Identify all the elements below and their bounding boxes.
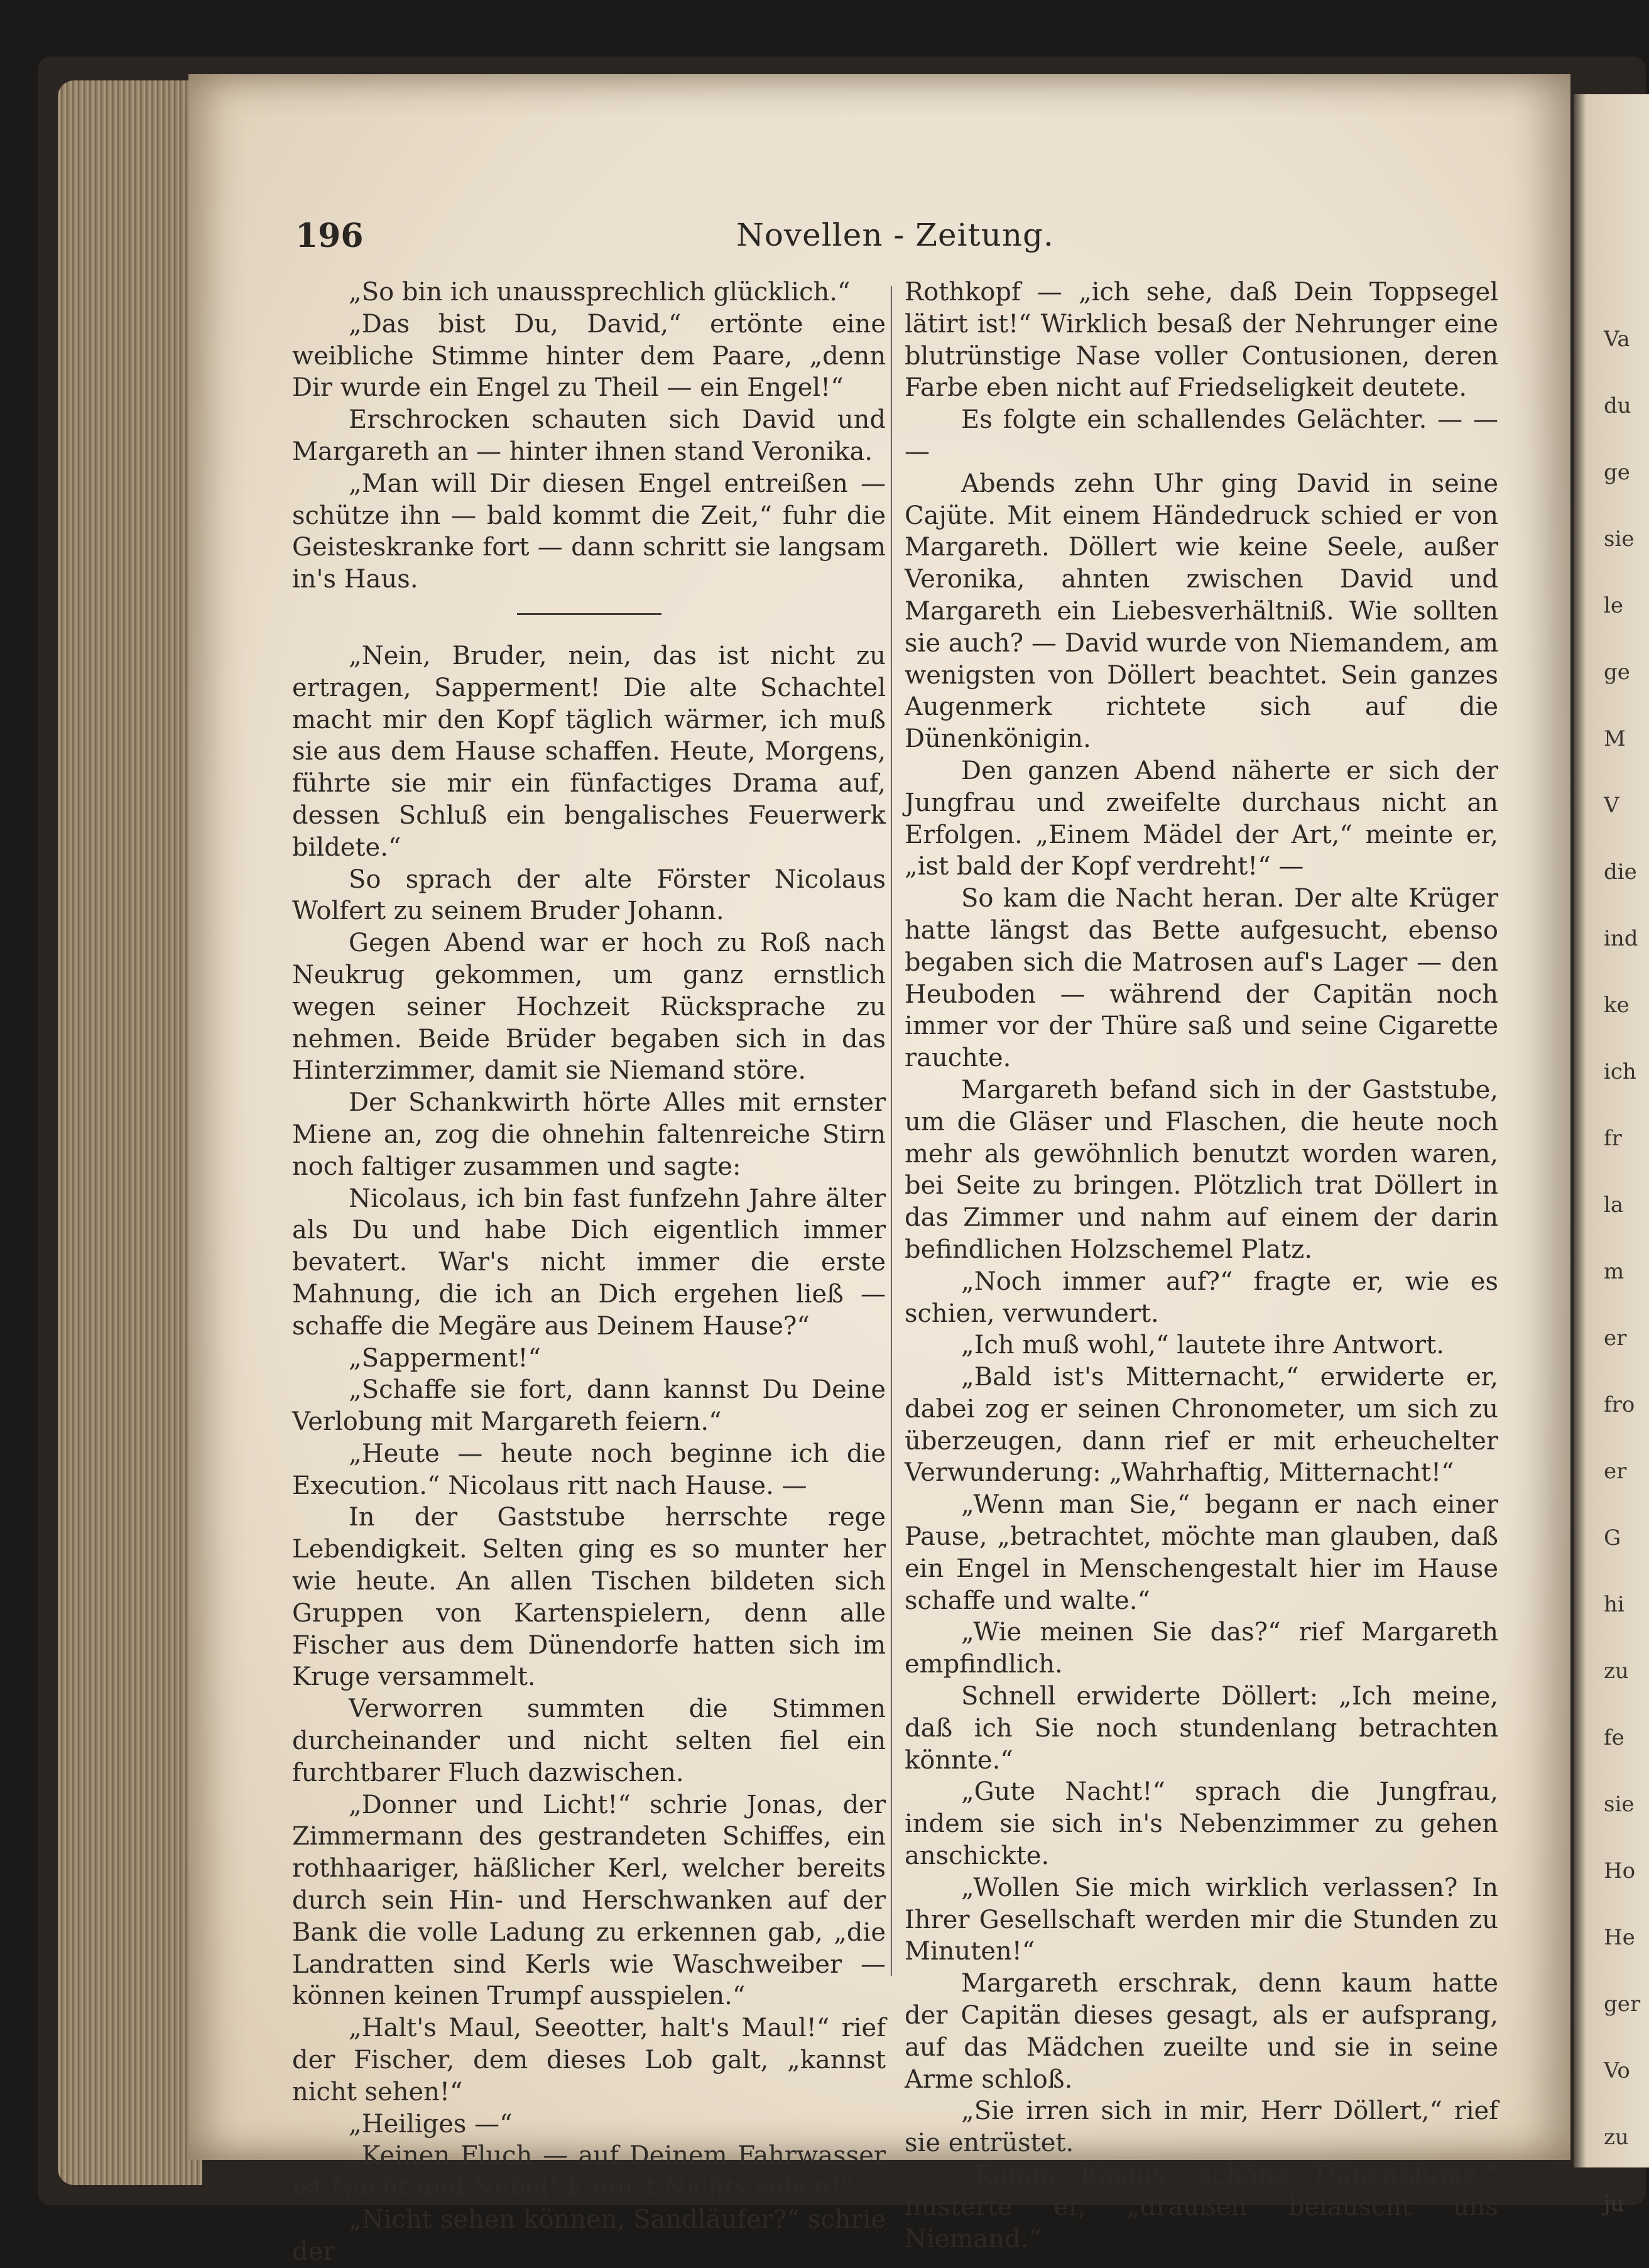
- paragraph: „Nein, Bruder, nein, das ist nicht zu ertragen, Sapperment! Die alte Schachtel macht mir den Kopf täglich wärmer, ich muß sie aus dem Hause schaffen. Heute, Morgens, führte sie mir ein fünfactiges Drama auf, dessen Schluß ein bengalisches Feuerwerk bildete.“: [292, 641, 886, 862]
- paragraph: „Keinen Fluch — auf Deinem Fahrwasser ist Nacht und Nebel! Kannst Nichts sehen!“: [292, 2141, 886, 2203]
- running-title: Novellen - Zeitung.: [736, 217, 1054, 253]
- paragraph: Margareth befand sich in der Gaststube, um die Gläser und Flaschen, die heute noch mehr als gewöhnlich benutzt worden waren, bei Seite zu bringen. Plötzlich trat Döllert in das Zimmer und nahm auf einem der darin befindlichen Holzschemel Platz.: [905, 1075, 1498, 1264]
- page-edges: [58, 80, 202, 2185]
- paragraph: Schnell erwiderte Döllert: „Ich meine, daß ich Sie noch stundenlang betrachten könnte.“: [905, 1682, 1498, 1775]
- paragraph: „Sapperment!“: [349, 1343, 541, 1373]
- facing-page-text-fragment: die: [1604, 859, 1637, 885]
- paragraph: „Schaffe sie fort, dann kannst Du Deine Verlobung mit Margareth feiern.“: [292, 1375, 886, 1437]
- facing-page-text-fragment: ke: [1604, 993, 1630, 1018]
- facing-page-text-fragment: zu: [1604, 2125, 1629, 2150]
- facing-page-text-fragment: fro: [1604, 1392, 1635, 1417]
- paragraph: So sprach der alte Förster Nicolaus Wolfert zu seinem Bruder Johann.: [292, 864, 886, 926]
- facing-page-text-fragment: M: [1604, 726, 1626, 751]
- facing-page-text-fragment: Ho: [1604, 1858, 1636, 1884]
- paragraph: „Heiliges —“: [349, 2109, 513, 2139]
- facing-page-text-fragment: fe: [1604, 1725, 1625, 1750]
- facing-page-text-fragment: ge: [1604, 660, 1630, 685]
- facing-page-text-fragment: er: [1604, 1459, 1627, 1484]
- right-column: [905, 276, 1498, 2255]
- paragraph: „Sie irren sich in mir, Herr Döllert,“ rief sie entrüstet.: [905, 2096, 1498, 2158]
- facing-page-text-fragment: m: [1604, 1259, 1625, 1284]
- facing-page-text-fragment: Va: [1604, 327, 1630, 352]
- paragraph: „Gute Nacht!“ sprach die Jungfrau, indem sie sich in's Nebenzimmer zu gehen anschickte.: [905, 1777, 1498, 1871]
- facing-page-text-fragment: ge: [1604, 460, 1630, 485]
- facing-page-text-fragment: Vo: [1604, 2058, 1630, 2083]
- paragraph: Erschrocken schauten sich David und Margareth an — hinter ihnen stand Veronika.: [292, 405, 886, 466]
- facing-page-text-fragment: le: [1604, 593, 1623, 618]
- facing-page-text-fragment: er: [1604, 1326, 1627, 1351]
- paragraph: „Wie meinen Sie das?“ rief Margareth empfindlich.: [905, 1618, 1498, 1679]
- paragraph: So kam die Nacht heran. Der alte Krüger hatte längst das Bette aufgesucht, ebenso begaben sich die Matrosen auf's Lager — den Heuboden — während der Capitän noch immer vor der Thüre saß und seine Cigarette rauchte.: [905, 884, 1498, 1073]
- facing-page-text-fragment: fr: [1604, 1126, 1622, 1151]
- paragraph: Margareth erschrak, denn kaum hatte der Capitän dieses gesagt, als er aufsprang, auf das Mädchen zueilte und sie in seine Arme schloß.: [905, 1969, 1498, 2094]
- page-header: [295, 217, 1495, 261]
- page-number: 196: [295, 217, 364, 255]
- facing-page-text-fragment: ger: [1604, 1992, 1641, 2017]
- paragraph: „Heute — heute noch beginne ich die Execution.“ Nicolaus ritt nach Hause. —: [292, 1439, 886, 1500]
- paragraph: „Ich muß wohl,“ lautete ihre Antwort.: [961, 1331, 1444, 1360]
- paragraph: „Das bist Du, David,“ ertönte eine weibliche Stimme hinter dem Paare, „denn Dir wurde ein Engel zu Theil — ein Engel!“: [292, 309, 886, 403]
- paragraph: „Halt's Maul, Seeotter, halt's Maul!“ rief der Fischer, dem dieses Lob galt, „kannst nicht sehen!“: [292, 2014, 886, 2107]
- column-divider: [891, 286, 892, 1976]
- facing-page-edge: [1574, 94, 1649, 2216]
- paragraph: Rothkopf — „ich sehe, daß Dein Toppsegel lätirt ist!“ Wirklich besaß der Nehrunger eine blutrünstige Nase voller Contusionen, deren Farbe eben nicht auf Friedseligkeit deutete.: [905, 278, 1498, 403]
- paragraph: „Donner und Licht!“ schrie Jonas, der Zimmermann des gestrandeten Schiffes, ein rothhaariger, häßlicher Kerl, welcher bereits durch sein Hin- und Herschwanken auf der Bank die volle Ladung zu erkennen gab, „die Landratten sind Kerls wie Waschweiber — können keinen Trumpf ausspielen.“: [292, 1790, 886, 2011]
- paragraph: „So bin ich unaussprechlich glücklich.“: [349, 278, 851, 307]
- paragraph: „Wollen Sie mich wirklich verlassen? In Ihrer Gesellschaft werden mir die Stunden zu Minuten!“: [905, 1873, 1498, 1966]
- facing-page-text-fragment: du: [1604, 393, 1631, 418]
- paragraph: Nicolaus, ich bin fast funfzehn Jahre älter als Du und habe Dich eigentlich immer bevatert. War's nicht immer die erste Mahnung, die ich an Dich ergehen ließ — schaffe die Megäre aus Deinem Hause?“: [292, 1184, 886, 1341]
- paragraph: „Wenn man Sie,“ begann er nach einer Pause, „betrachtet, möchte man glauben, daß ein Engel in Menschengestalt hier im Hause schaffe und walte.“: [905, 1490, 1498, 1615]
- facing-page-text-fragment: V: [1604, 793, 1619, 818]
- paragraph: In der Gaststube herrschte rege Lebendigkeit. Selten ging es so munter her wie heute. An allen Tischen bildeten sich Gruppen von Kartenspielern, denn alle Fischer aus dem Dünendorfe hatten sich im Kruge versammelt.: [292, 1503, 886, 1692]
- paragraph: „Man will Dir diesen Engel entreißen — schütze ihn — bald kommt die Zeit,“ fuhr die Geisteskranke fort — dann schritt sie langsam in's Haus.: [292, 469, 886, 594]
- facing-page-text-fragment: la: [1604, 1192, 1624, 1218]
- paragraph: Der Schankwirth hörte Alles mit ernster Miene an, zog die ohnehin faltenreiche Stirn noch faltiger zusammen und sagte:: [292, 1088, 886, 1181]
- paragraph: Den ganzen Abend näherte er sich der Jungfrau und zweifelte durchaus nicht an Erfolgen. „Einem Mädel der Art,“ meinte er, „ist bald der Kopf verdreht!“ —: [905, 756, 1498, 881]
- facing-page-text-fragment: zu: [1604, 1659, 1629, 1684]
- paragraph: Abends zehn Uhr ging David in seine Cajüte. Mit einem Händedruck schied er von Margareth. Döllert wie keine Seele, außer Veronika, ahnten zwischen David und Margareth ein Liebesverhältniß. Wie sollten sie auch? — David wurde von Niemandem, am wenigsten von Döllert beachtet. Sein ganzes Augenmerk richtete sich auf die Dünenkönigin.: [905, 469, 1498, 754]
- paragraph: Gegen Abend war er hoch zu Roß nach Neukrug gekommen, um ganz ernstlich wegen seiner Hochzeit Rücksprache zu nehmen. Beide Brüder begaben sich in das Hinterzimmer, damit sie Niemand störe.: [292, 929, 886, 1086]
- facing-page-text-fragment: sie: [1604, 526, 1635, 552]
- paragraph: „Nicht sehen können, Sandläufer?“ schrie der: [292, 2205, 886, 2266]
- facing-page-text-fragment: ind: [1604, 926, 1638, 951]
- facing-page-text-fragment: ich: [1604, 1059, 1636, 1084]
- facing-page-text-fragment: He: [1604, 1925, 1635, 1950]
- facing-page-text-fragment: G: [1604, 1525, 1621, 1551]
- paragraph: Verworren summten die Stimmen durcheinander und nicht selten fiel ein furchtbarer Fluch dazwischen.: [292, 1694, 886, 1787]
- paragraph: „Noch immer auf?“ fragte er, wie es schien, verwundert.: [905, 1267, 1498, 1328]
- section-separator: [517, 613, 661, 615]
- left-column: [292, 276, 886, 2268]
- paragraph: „Komm hinaus, schöne Dünenblume,“ flüsterte er, „draußen belauscht uns Niemand.“: [905, 2161, 1498, 2254]
- facing-page-text-fragment: hi: [1604, 1592, 1625, 1617]
- paragraph: Es folgte ein schallendes Gelächter. — — —: [905, 405, 1498, 466]
- facing-page-text-fragment: sie: [1604, 1792, 1635, 1817]
- paragraph: „Bald ist's Mitternacht,“ erwiderte er, dabei zog er seinen Chronometer, um sich zu überzeugen, dann rief er mit erheuchelter Verwunderung: „Wahrhaftig, Mitternacht!“: [905, 1363, 1498, 1488]
- facing-page-text-fragment: ju: [1604, 2191, 1625, 2216]
